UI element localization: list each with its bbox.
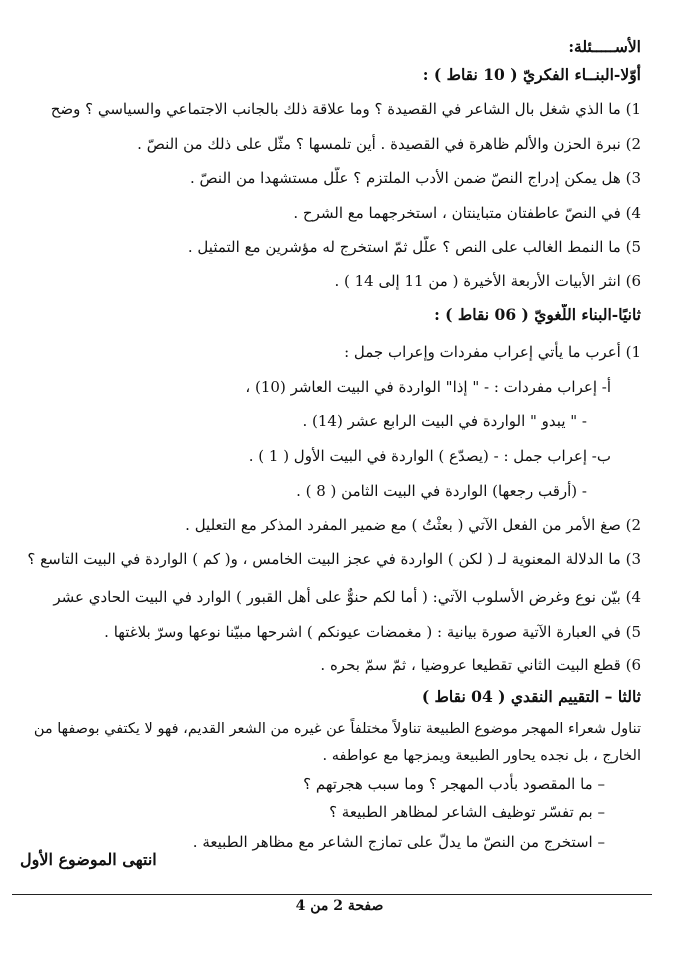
part2-question-5: 5) في العبارة الآتية صورة بيانية : ( مغمضات عيونكم ) اشرحها مبيّنا نوعها وسرّ بلاغتها . xyxy=(104,623,641,641)
part1-question-3: 3) هل يمكن إدراج النصّ ضمن الأدب الملتزم ؟ علّل مستشهدا من النصّ . xyxy=(190,169,641,187)
questions-title: الأســـــئلة: xyxy=(568,37,641,56)
part2-item-a: أ- إعراب مفردات : - " إذا" الواردة في البيت العاشر (10) ، xyxy=(245,378,611,396)
part3-intro-line-1: تناول شعراء المهجر موضوع الطبيعة تناولاً مختلفاً عن غيره من الشعر القديم، فهو لا يكتفي بوصفها من xyxy=(33,721,641,737)
part1-question-4: 4) في النصّ عاطفتان متباينتان ، استخرجهما مع الشرح . xyxy=(293,204,641,222)
part1-question-6: 6) انثر الأبيات الأربعة الأخيرة ( من 11 إلى 14 ) . xyxy=(334,272,641,290)
part1-question-1: 1) ما الذي شغل بال الشاعر في القصيدة ؟ وما علاقة ذلك بالجانب الاجتماعي والسياسي ؟ وضح xyxy=(50,100,641,118)
part2-item-b2: - (أرقب رجعها) الواردة في البيت الثامن ( 8 ) . xyxy=(296,482,587,500)
part3-question-3: – استخرج من النصّ ما يدلّ على تمازج الشاعر مع مظاهر الطبيعة . xyxy=(192,833,605,851)
part3-intro-line-2: الخارج ، بل نجده يحاور الطبيعة ويمزجها مع عواطفه . xyxy=(322,748,641,764)
part1-question-2: 2) نبرة الحزن والألم ظاهرة في القصيدة . أين تلمسها ؟ مثّل على ذلك من النصّ . xyxy=(137,135,641,153)
part2-question-1: 1) أعرب ما يأتي إعراب مفردات وإعراب جمل : xyxy=(344,343,641,361)
part3-title: ثالثا – التقييم النقدي ( 04 نقاط ) xyxy=(421,687,641,706)
part2-title: ثانيًا-البناء اللّغويّ ( 06 نقاط ) : xyxy=(434,305,641,324)
part2-item-a2: - " يبدو " الواردة في البيت الرابع عشر (14) . xyxy=(302,412,587,430)
page-footer: صفحة 2 من 4 xyxy=(295,898,384,914)
footer-divider xyxy=(12,894,652,895)
part3-question-2: – بم تفسّر توظيف الشاعر لمظاهر الطبيعة ؟ xyxy=(329,803,605,821)
part1-question-5: 5) ما النمط الغالب على النص ؟ علّل ثمّ استخرج له مؤشرين مع التمثيل . xyxy=(187,238,641,256)
part3-question-1: – ما المقصود بأدب المهجر ؟ وما سبب هجرتهم ؟ xyxy=(303,775,605,793)
part2-question-4: 4) بيّن نوع وغرض الأسلوب الآتي: ( أما لكم حنوٌّ على أهل القبور ) الوارد في البيت الحادي عشر xyxy=(53,588,641,606)
end-note: انتهى الموضوع الأول xyxy=(20,850,157,869)
part1-title: أوّلا-البنــاء الفكريّ ( 10 نقاط ) : xyxy=(422,65,641,84)
part2-question-2: 2) صغ الأمر من الفعل الآتي ( بعثْتُ ) مع ضمير المفرد المذكر مع التعليل . xyxy=(185,516,641,534)
part2-item-b: ب- إعراب جمل : - (يصدّع ) الواردة في البيت الأول ( 1 ) . xyxy=(248,447,611,465)
part2-question-6: 6) قطع البيت الثاني تقطيعا عروضيا ، ثمّ سمّ بحره . xyxy=(320,656,641,674)
part2-question-3: 3) ما الدلالة المعنوية لـ ( لكن ) الواردة في عجز البيت الخامس ، و( كم ) الواردة في البيت التاسع ؟ xyxy=(27,550,641,568)
